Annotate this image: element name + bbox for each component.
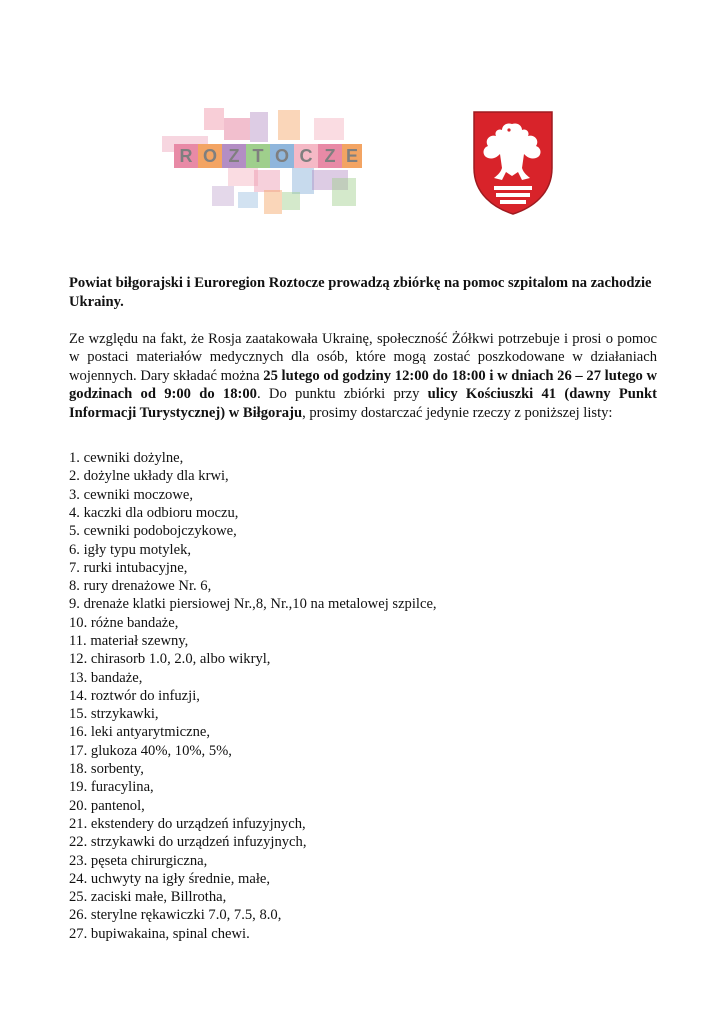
list-item: 14. roztwór do infuzji, [69,687,200,704]
logo-letter: T [252,146,264,166]
list-item: 4. kaczki dla odbioru moczu, [69,504,239,521]
list-item: 2. dożylne układy dla krwi, [69,468,229,485]
list-item: 17. glukoza 40%, 10%, 5%, [69,742,232,759]
paragraph-text-2: . Do punktu zbiórki przy [256,386,428,403]
list-item: 27. bupiwakaina, spinal chewi. [69,925,250,942]
list-item: 19. furacylina, [69,779,154,796]
list-item: 23. pęseta chirurgiczna, [69,852,208,869]
list-item: 22. strzykawki do urządzeń infuzyjnych, [69,834,307,851]
list-item: 15. strzykawki, [69,706,159,723]
intro-paragraph [69,330,657,422]
logo-letter: Z [324,146,336,166]
list-item: 13. bandaże, [69,669,143,686]
list-item: 6. igły typu motylek, [69,541,192,558]
logo-letter: C [299,146,313,166]
list-item: 12. chirasorb 1.0, 2.0, albo wikryl, [69,651,271,668]
logo-letter: O [274,146,290,166]
list-item: 26. sterylne rękawiczki 7.0, 7.5, 8.0, [69,907,282,924]
roztocze-logo [142,108,364,216]
list-item: 18. sorbenty, [69,761,144,778]
paragraph-text-3: , prosimy dostarczać jedynie rzeczy z poniższej listy: [302,404,613,421]
headline: Powiat biłgorajski i Euroregion Roztocze prowadzą zbiórkę na pomoc szpitalom na zachodzie Ukrainy. [69,275,652,310]
list-item: 5. cewniki podobojczykowe, [69,523,237,540]
list-item: 16. leki antyarytmiczne, [69,724,211,741]
supplies-list [69,449,657,943]
list-item: 8. rury drenażowe Nr. 6, [69,578,212,595]
logo-letter: O [202,146,218,166]
list-item: 9. drenaże klatki piersiowej Nr.,8, Nr.,10 na metalowej szpilce, [69,596,437,613]
logo-letter: Z [228,146,240,166]
roztocze-logo-graphic [142,108,364,216]
paragraph-text-1: Ze względu na fakt, że Rosja zaatakowała Ukrainę, społeczność Żółkwi potrzebuje i prosi o pomoc w postaci materiałów medycznych dla osób, które mogą zostać poszkodowane w działaniach wojennych. Dary składać można [69,331,657,384]
list-item: 24. uchwyty na igły średnie, małe, [69,870,271,887]
list-item: 3. cewniki moczowe, [69,486,194,503]
list-item: 1. cewniki dożylne, [69,450,184,467]
collection-dates: 25 lutego od godziny 12:00 do 18:00 i w dniach 26 – 27 lutego w godzinach od 9:00 do 18:00 [69,367,658,403]
list-item: 21. ekstendery do urządzeń infuzyjnych, [69,815,306,832]
collection-address: ulicy Kościuszki 41 (dawny Punkt Informacji Turystycznej) w Biłgoraju [69,386,658,421]
logo-letter: R [179,146,193,166]
list-item: 10. różne bandaże, [69,614,179,631]
list-item: 25. zaciski małe, Billrotha, [69,889,227,906]
list-item: 7. rurki intubacyjne, [69,559,188,576]
list-item: 20. pantenol, [69,797,145,814]
bilgoraj-coat-of-arms-icon [472,110,554,216]
document-body [69,274,657,943]
logo-letter: E [345,146,359,166]
list-item: 11. materiał szewny, [69,633,189,649]
